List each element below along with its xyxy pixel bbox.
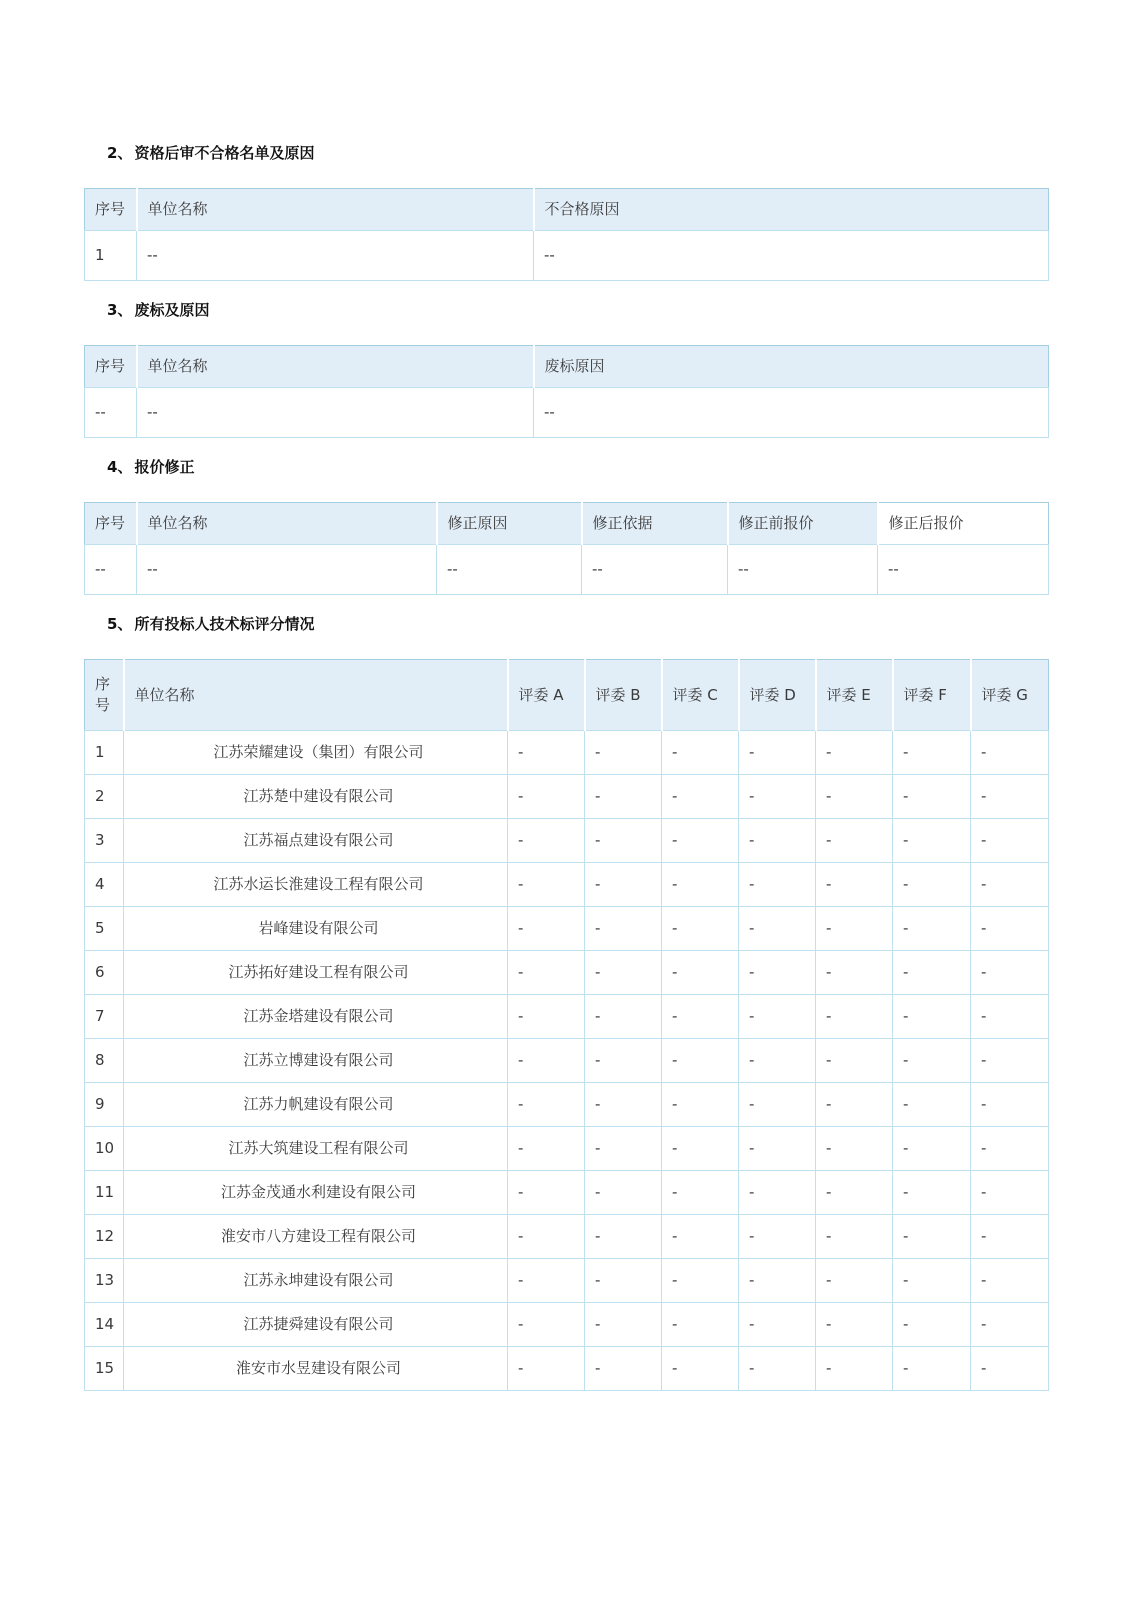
table-cell: - bbox=[971, 1127, 1049, 1171]
table-cell: - bbox=[971, 907, 1049, 951]
table-cell: - bbox=[585, 1083, 662, 1127]
column-header: 评委 G bbox=[971, 660, 1049, 731]
table-cell: - bbox=[739, 1083, 816, 1127]
table-header-row bbox=[85, 346, 1049, 388]
table-cell: -- bbox=[137, 388, 534, 438]
table-cell: 15 bbox=[85, 1347, 124, 1391]
table-cell: - bbox=[508, 1127, 585, 1171]
table-cell: 5 bbox=[85, 907, 124, 951]
table-cell: 2 bbox=[85, 775, 124, 819]
table-cell: 江苏荣耀建设（集团）有限公司 bbox=[124, 731, 508, 775]
table-cell: - bbox=[971, 1171, 1049, 1215]
table-cell: - bbox=[739, 1039, 816, 1083]
table-row bbox=[85, 231, 1049, 281]
table-cell: 江苏金茂通水利建设有限公司 bbox=[124, 1171, 508, 1215]
table-cell: - bbox=[508, 995, 585, 1039]
table-row bbox=[85, 1083, 1049, 1127]
table-cell: - bbox=[585, 731, 662, 775]
section-heading bbox=[107, 145, 1048, 162]
table-cell: - bbox=[508, 863, 585, 907]
table-cell: - bbox=[662, 1259, 739, 1303]
table-cell: - bbox=[739, 1303, 816, 1347]
table-cell: - bbox=[893, 1347, 971, 1391]
table-cell: 江苏立博建设有限公司 bbox=[124, 1039, 508, 1083]
table-header-row bbox=[85, 503, 1049, 545]
table-cell: 江苏力帆建设有限公司 bbox=[124, 1083, 508, 1127]
column-header: 评委 F bbox=[893, 660, 971, 731]
table-cell: - bbox=[585, 1259, 662, 1303]
table-cell: - bbox=[971, 1347, 1049, 1391]
column-header: 序号 bbox=[85, 503, 137, 545]
table-cell: - bbox=[739, 863, 816, 907]
table-cell: 14 bbox=[85, 1303, 124, 1347]
table-cell: 1 bbox=[85, 731, 124, 775]
table-cell: - bbox=[971, 731, 1049, 775]
table-cell: 江苏拓好建设工程有限公司 bbox=[124, 951, 508, 995]
table-cell: 12 bbox=[85, 1215, 124, 1259]
table-cell: 6 bbox=[85, 951, 124, 995]
column-header: 修正前报价 bbox=[728, 503, 878, 545]
table-cell: - bbox=[508, 1347, 585, 1391]
table-cell: - bbox=[662, 863, 739, 907]
postqualification-failures-table bbox=[84, 188, 1049, 281]
table-row bbox=[85, 1215, 1049, 1259]
rejected-bids-table bbox=[84, 345, 1049, 438]
price-correction-table bbox=[84, 502, 1049, 595]
table-cell: 淮安市水昱建设有限公司 bbox=[124, 1347, 508, 1391]
table-cell: -- bbox=[137, 231, 534, 281]
table-cell: - bbox=[585, 775, 662, 819]
table-cell: - bbox=[739, 1215, 816, 1259]
table-cell: -- bbox=[534, 231, 1049, 281]
table-cell: - bbox=[739, 1347, 816, 1391]
table-cell: - bbox=[585, 907, 662, 951]
table-cell: - bbox=[508, 1039, 585, 1083]
column-header: 评委 B bbox=[585, 660, 662, 731]
table-cell: - bbox=[971, 1083, 1049, 1127]
table-cell: - bbox=[508, 1215, 585, 1259]
table-cell: - bbox=[739, 907, 816, 951]
table-cell: - bbox=[816, 731, 893, 775]
table-cell: - bbox=[893, 863, 971, 907]
section-title: 报价修正 bbox=[134, 458, 195, 476]
column-header: 评委 E bbox=[816, 660, 893, 731]
table-cell: - bbox=[893, 1215, 971, 1259]
section-title: 废标及原因 bbox=[134, 301, 210, 319]
table-cell: 11 bbox=[85, 1171, 124, 1215]
table-cell: - bbox=[739, 819, 816, 863]
table-cell: - bbox=[971, 951, 1049, 995]
table-cell: - bbox=[585, 863, 662, 907]
table-cell: - bbox=[662, 1127, 739, 1171]
section-number: 5、 bbox=[107, 615, 133, 633]
table-cell: - bbox=[971, 995, 1049, 1039]
table-cell: - bbox=[662, 1303, 739, 1347]
table-cell: - bbox=[585, 1127, 662, 1171]
table-cell: - bbox=[816, 775, 893, 819]
table-cell: - bbox=[739, 951, 816, 995]
table-cell: 江苏永坤建设有限公司 bbox=[124, 1259, 508, 1303]
column-header: 修正依据 bbox=[582, 503, 728, 545]
technical-scores-table bbox=[84, 659, 1049, 1391]
column-header: 评委 C bbox=[662, 660, 739, 731]
column-header: 单位名称 bbox=[124, 660, 508, 731]
table-cell: 7 bbox=[85, 995, 124, 1039]
table-cell: - bbox=[739, 1259, 816, 1303]
table-cell: - bbox=[816, 907, 893, 951]
table-cell: - bbox=[662, 731, 739, 775]
table-cell: 江苏楚中建设有限公司 bbox=[124, 775, 508, 819]
table-cell: -- bbox=[534, 388, 1049, 438]
table-cell: - bbox=[893, 1039, 971, 1083]
table-row bbox=[85, 1259, 1049, 1303]
table-cell: - bbox=[893, 951, 971, 995]
table-cell: - bbox=[816, 995, 893, 1039]
section-heading bbox=[107, 616, 1048, 633]
table-cell: - bbox=[816, 819, 893, 863]
table-cell: - bbox=[971, 1215, 1049, 1259]
table-cell: 3 bbox=[85, 819, 124, 863]
table-cell: - bbox=[816, 1215, 893, 1259]
table-cell: - bbox=[585, 1215, 662, 1259]
table-cell: -- bbox=[728, 545, 878, 595]
column-header: 评委 D bbox=[739, 660, 816, 731]
table-cell: - bbox=[508, 907, 585, 951]
table-cell: - bbox=[893, 995, 971, 1039]
table-cell: 江苏水运长淮建设工程有限公司 bbox=[124, 863, 508, 907]
table-cell: - bbox=[816, 1127, 893, 1171]
table-cell: - bbox=[893, 1127, 971, 1171]
table-cell: - bbox=[508, 775, 585, 819]
section-rejected-bids bbox=[84, 302, 1048, 438]
table-row bbox=[85, 819, 1049, 863]
table-row bbox=[85, 1171, 1049, 1215]
section-number: 2、 bbox=[107, 144, 133, 162]
table-cell: 10 bbox=[85, 1127, 124, 1171]
table-cell: 江苏福点建设有限公司 bbox=[124, 819, 508, 863]
table-cell: - bbox=[971, 775, 1049, 819]
column-header: 序号 bbox=[85, 346, 137, 388]
column-header: 不合格原因 bbox=[534, 189, 1049, 231]
table-cell: - bbox=[893, 731, 971, 775]
table-cell: - bbox=[662, 1215, 739, 1259]
table-cell: - bbox=[508, 951, 585, 995]
table-cell: -- bbox=[878, 545, 1049, 595]
section-number: 3、 bbox=[107, 301, 133, 319]
table-cell: 13 bbox=[85, 1259, 124, 1303]
table-cell: - bbox=[893, 907, 971, 951]
table-cell: - bbox=[662, 819, 739, 863]
table-cell: - bbox=[816, 1303, 893, 1347]
table-cell: - bbox=[508, 1083, 585, 1127]
column-header: 修正原因 bbox=[437, 503, 582, 545]
table-header-row bbox=[85, 189, 1049, 231]
column-header: 修正后报价 bbox=[878, 503, 1049, 545]
table-cell: - bbox=[816, 1083, 893, 1127]
table-row bbox=[85, 907, 1049, 951]
table-cell: 江苏大筑建设工程有限公司 bbox=[124, 1127, 508, 1171]
table-cell: - bbox=[662, 995, 739, 1039]
table-cell: - bbox=[585, 995, 662, 1039]
table-cell: - bbox=[816, 951, 893, 995]
table-cell: - bbox=[585, 951, 662, 995]
section-heading bbox=[107, 459, 1048, 476]
table-row bbox=[85, 388, 1049, 438]
table-cell: - bbox=[893, 775, 971, 819]
table-cell: - bbox=[662, 775, 739, 819]
table-cell: - bbox=[585, 1039, 662, 1083]
section-technical-scores bbox=[84, 616, 1048, 1391]
table-cell: 4 bbox=[85, 863, 124, 907]
table-cell: - bbox=[662, 1171, 739, 1215]
table-cell: - bbox=[893, 1171, 971, 1215]
table-cell: -- bbox=[137, 545, 437, 595]
column-header: 废标原因 bbox=[534, 346, 1049, 388]
section-title: 资格后审不合格名单及原因 bbox=[134, 144, 315, 162]
column-header: 单位名称 bbox=[137, 346, 534, 388]
table-cell: - bbox=[816, 1259, 893, 1303]
table-cell: -- bbox=[85, 388, 137, 438]
table-cell: - bbox=[739, 731, 816, 775]
section-heading bbox=[107, 302, 1048, 319]
table-cell: - bbox=[508, 819, 585, 863]
table-cell: - bbox=[585, 1303, 662, 1347]
table-cell: 江苏金塔建设有限公司 bbox=[124, 995, 508, 1039]
table-cell: - bbox=[585, 819, 662, 863]
column-header: 评委 A bbox=[508, 660, 585, 731]
table-cell: - bbox=[971, 1303, 1049, 1347]
table-cell: 淮安市八方建设工程有限公司 bbox=[124, 1215, 508, 1259]
table-row bbox=[85, 1303, 1049, 1347]
table-cell: 1 bbox=[85, 231, 137, 281]
table-cell: - bbox=[739, 1127, 816, 1171]
table-row bbox=[85, 863, 1049, 907]
table-cell: - bbox=[662, 1347, 739, 1391]
table-cell: - bbox=[739, 775, 816, 819]
column-header: 单位名称 bbox=[137, 503, 437, 545]
table-cell: - bbox=[739, 1171, 816, 1215]
section-title: 所有投标人技术标评分情况 bbox=[134, 615, 315, 633]
table-cell: 8 bbox=[85, 1039, 124, 1083]
section-postqualification-failures bbox=[84, 145, 1048, 281]
table-row bbox=[85, 545, 1049, 595]
table-cell: - bbox=[816, 1039, 893, 1083]
section-price-correction bbox=[84, 459, 1048, 595]
column-header: 序号 bbox=[85, 660, 124, 731]
section-number: 4、 bbox=[107, 458, 133, 476]
column-header: 单位名称 bbox=[137, 189, 534, 231]
table-cell: - bbox=[585, 1171, 662, 1215]
table-row bbox=[85, 1039, 1049, 1083]
table-cell: - bbox=[971, 863, 1049, 907]
table-cell: 岩峰建设有限公司 bbox=[124, 907, 508, 951]
table-cell: - bbox=[971, 819, 1049, 863]
table-row bbox=[85, 1127, 1049, 1171]
table-cell: 江苏捷舜建设有限公司 bbox=[124, 1303, 508, 1347]
table-cell: - bbox=[662, 907, 739, 951]
table-cell: - bbox=[508, 1259, 585, 1303]
table-cell: - bbox=[662, 951, 739, 995]
table-cell: - bbox=[739, 995, 816, 1039]
table-cell: -- bbox=[85, 545, 137, 595]
table-cell: - bbox=[662, 1039, 739, 1083]
table-cell: 9 bbox=[85, 1083, 124, 1127]
table-row bbox=[85, 731, 1049, 775]
column-header: 序号 bbox=[85, 189, 137, 231]
table-cell: - bbox=[816, 1171, 893, 1215]
table-header-row bbox=[85, 660, 1049, 731]
table-row bbox=[85, 775, 1049, 819]
table-cell: - bbox=[816, 1347, 893, 1391]
table-row bbox=[85, 995, 1049, 1039]
table-cell: -- bbox=[437, 545, 582, 595]
table-cell: - bbox=[508, 731, 585, 775]
table-cell: - bbox=[893, 819, 971, 863]
table-cell: - bbox=[508, 1171, 585, 1215]
table-cell: - bbox=[816, 863, 893, 907]
table-cell: - bbox=[971, 1039, 1049, 1083]
table-cell: - bbox=[893, 1303, 971, 1347]
table-cell: -- bbox=[582, 545, 728, 595]
table-row bbox=[85, 1347, 1049, 1391]
table-cell: - bbox=[508, 1303, 585, 1347]
table-cell: - bbox=[893, 1259, 971, 1303]
table-cell: - bbox=[893, 1083, 971, 1127]
table-cell: - bbox=[971, 1259, 1049, 1303]
table-row bbox=[85, 951, 1049, 995]
table-cell: - bbox=[585, 1347, 662, 1391]
table-cell: - bbox=[662, 1083, 739, 1127]
